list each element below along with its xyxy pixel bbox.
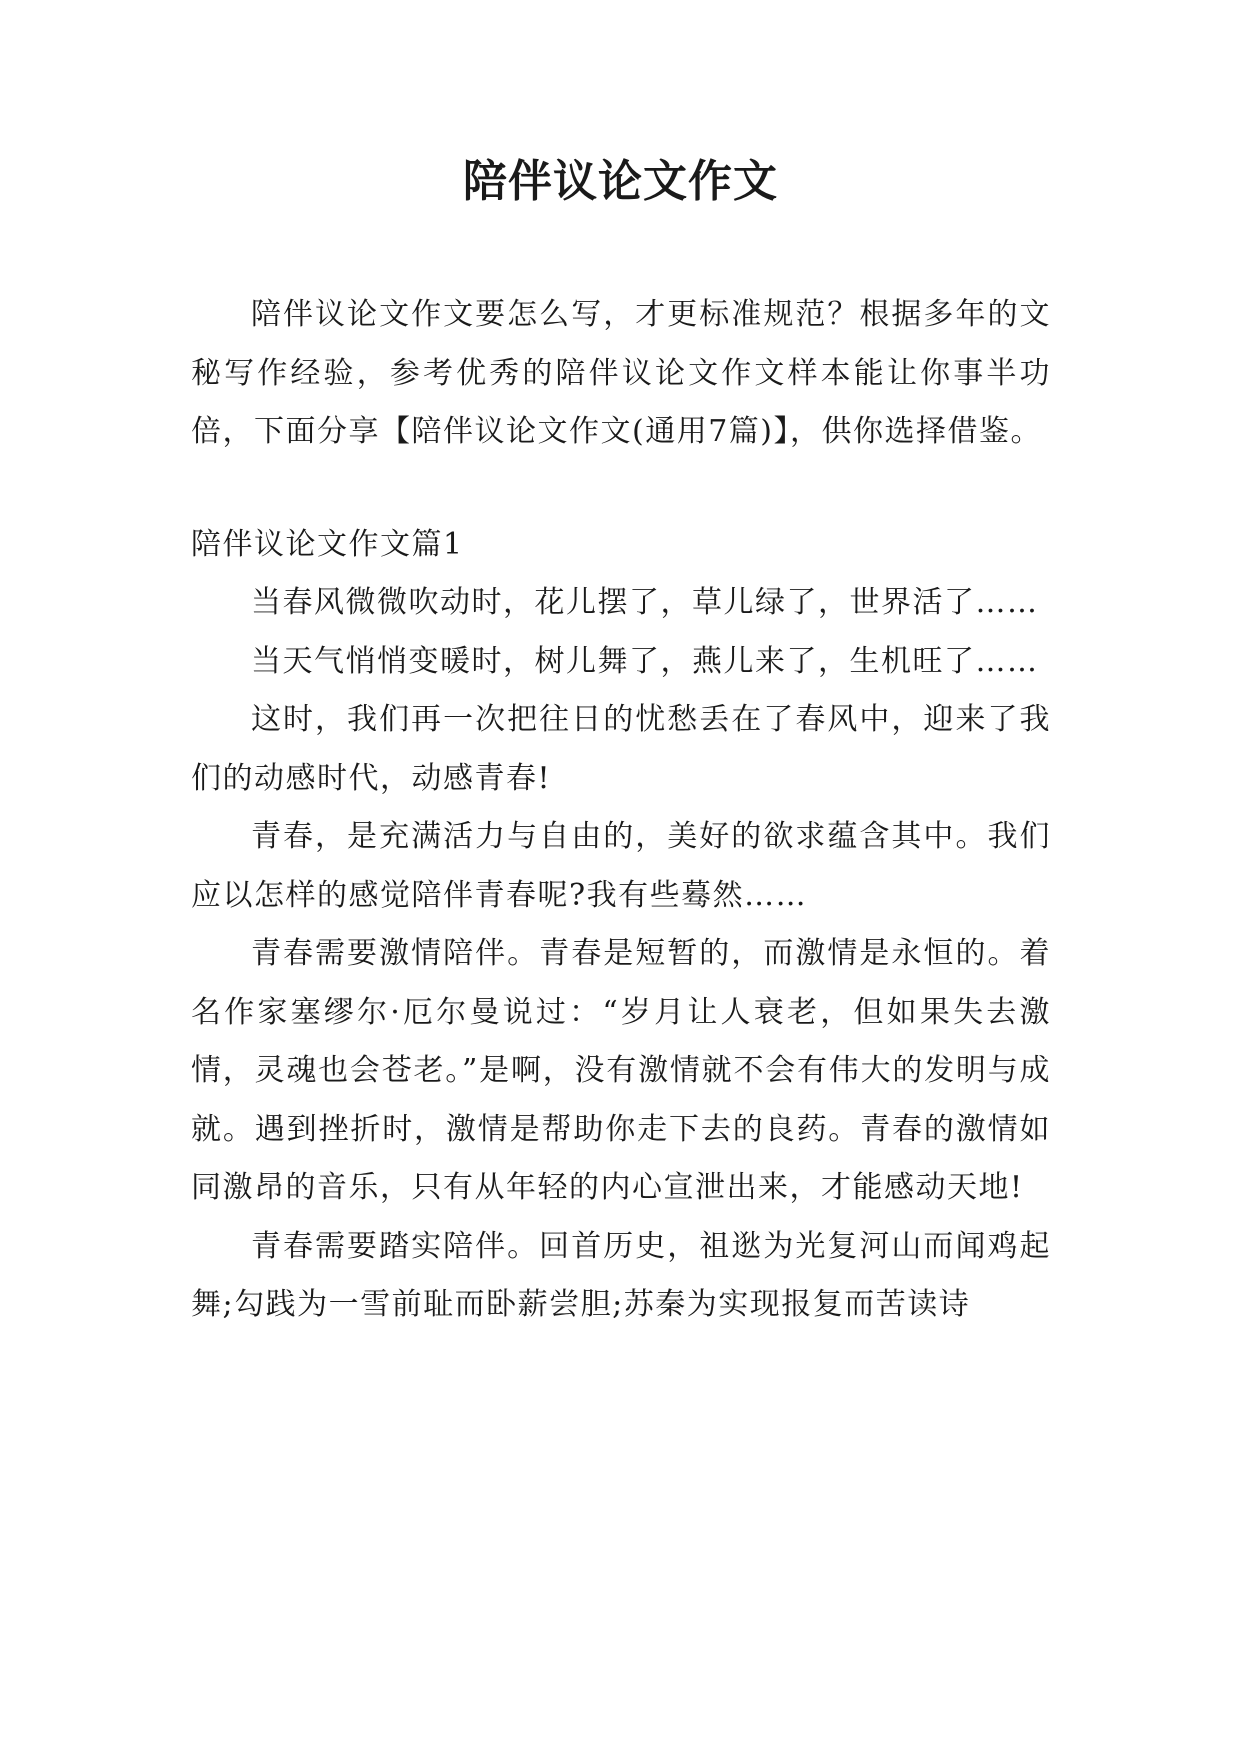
body-paragraph: 青春需要激情陪伴。青春是短暂的，而激情是永恒的。着名作家塞缪尔·厄尔曼说过：“岁月让人衰老，但如果失去激情，灵魂也会苍老。”是啊，没有激情就不会有伟大的发明与成就。遇到挫折时，激情是帮助你走下去的良药。青春的激情如同激昂的音乐，只有从年轻的内心宣泄出来，才能感动天地! (191, 936, 1051, 1205)
body-paragraph: 青春需要踏实陪伴。回首历史，祖逖为光复河山而闻鸡起舞;勾践为一雪前耻而卧薪尝胆;苏秦为实现报复而苦读诗 (191, 1228, 1051, 1322)
section-spacer (191, 462, 1051, 516)
body-paragraph: 当春风微微吹动时，花儿摆了，草儿绿了，世界活了…… (251, 585, 1039, 620)
document-body (191, 286, 1051, 1335)
body-paragraph: 青春，是充满活力与自由的，美好的欲求蕴含其中。我们应以怎样的感觉陪伴青春呢?我有些蓦然…… (191, 819, 1051, 913)
document-title: 陪伴议论文作文 (463, 156, 778, 207)
body-paragraph: 这时，我们再一次把往日的忧愁丢在了春风中，迎来了我们的动感时代，动感青春! (191, 702, 1051, 796)
intro-paragraph: 陪伴议论文作文要怎么写，才更标准规范？根据多年的文秘写作经验，参考优秀的陪伴议论文作文样本能让你事半功倍，下面分享【陪伴议论文作文(通用7篇)】，供你选择借鉴。 (191, 297, 1051, 449)
section-heading: 陪伴议论文作文篇1 (191, 526, 464, 562)
body-paragraph: 当天气悄悄变暖时，树儿舞了，燕儿来了，生机旺了…… (251, 643, 1039, 679)
